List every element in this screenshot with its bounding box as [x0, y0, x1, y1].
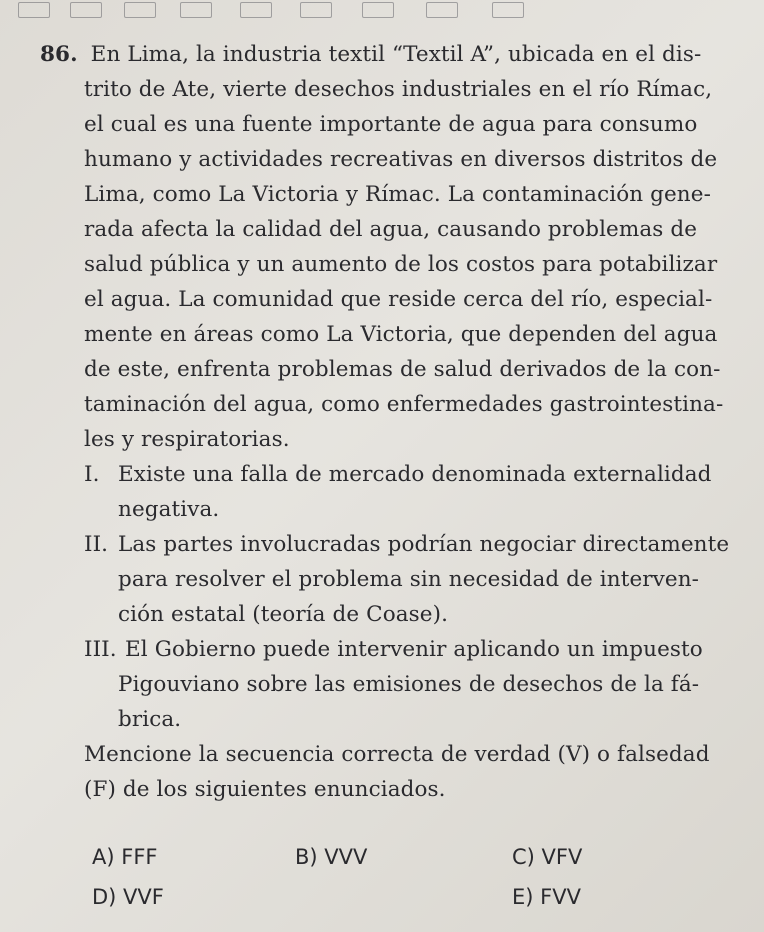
question-number: 86.: [40, 42, 78, 67]
statement-iii-label: III.: [84, 637, 117, 662]
question-line-11: taminación del agua, como enfermedades gastrointestina-: [84, 392, 724, 417]
question-line-7: salud pública y un aumento de los costos para potabilizar: [84, 252, 718, 277]
cut-off-header-strip: [0, 0, 764, 22]
statement-i-label: I.: [84, 462, 100, 487]
statement-ii-line-2: para resolver el problema sin necesidad de interven-: [118, 567, 700, 592]
question-line-10: de este, enfrenta problemas de salud derivados de la con-: [84, 357, 721, 382]
prompt-line-2: (F) de los siguientes enunciados.: [84, 777, 446, 802]
question-line-9: mente en áreas como La Victoria, que dependen del agua: [84, 322, 718, 347]
statement-iii-line-1: El Gobierno puede intervenir aplicando un impuesto: [125, 637, 703, 662]
question-line-4: humano y actividades recreativas en diversos distritos de: [84, 147, 718, 172]
statement-i-line-2: negativa.: [118, 497, 220, 522]
question-line-2: trito de Ate, vierte desechos industriales en el río Rímac,: [84, 77, 713, 102]
option-b[interactable]: B) VVV: [295, 845, 368, 869]
question-line-12: les y respiratorias.: [84, 427, 290, 452]
statement-ii-line-3: ción estatal (teoría de Coase).: [118, 602, 449, 627]
question-line-1: 86. En Lima, la industria textil “Textil A”, ubicada en el dis-: [40, 42, 702, 67]
question-line-8: el agua. La comunidad que reside cerca del río, especial-: [84, 287, 713, 312]
prompt-line-1: Mencione la secuencia correcta de verdad (V) o falsedad: [84, 742, 710, 767]
question-line-6: rada afecta la calidad del agua, causando problemas de: [84, 217, 698, 242]
statement-ii-line-1: Las partes involucradas podrían negociar directamente: [118, 532, 730, 557]
option-c[interactable]: C) VFV: [512, 845, 583, 869]
question-line-3: el cual es una fuente importante de agua para consumo: [84, 112, 698, 137]
question-line-5: Lima, como La Victoria y Rímac. La contaminación gene-: [84, 182, 711, 207]
statement-i-line-1: Existe una falla de mercado denominada externalidad: [118, 462, 712, 487]
statement-iii-line-3: brica.: [118, 707, 182, 732]
option-d[interactable]: D) VVF: [92, 885, 164, 909]
option-a[interactable]: A) FFF: [92, 845, 158, 869]
statement-ii-label: II.: [84, 532, 109, 557]
statement-iii-line-2: Pigouviano sobre las emisiones de desechos de la fá-: [118, 672, 700, 697]
option-e[interactable]: E) FVV: [512, 885, 581, 909]
